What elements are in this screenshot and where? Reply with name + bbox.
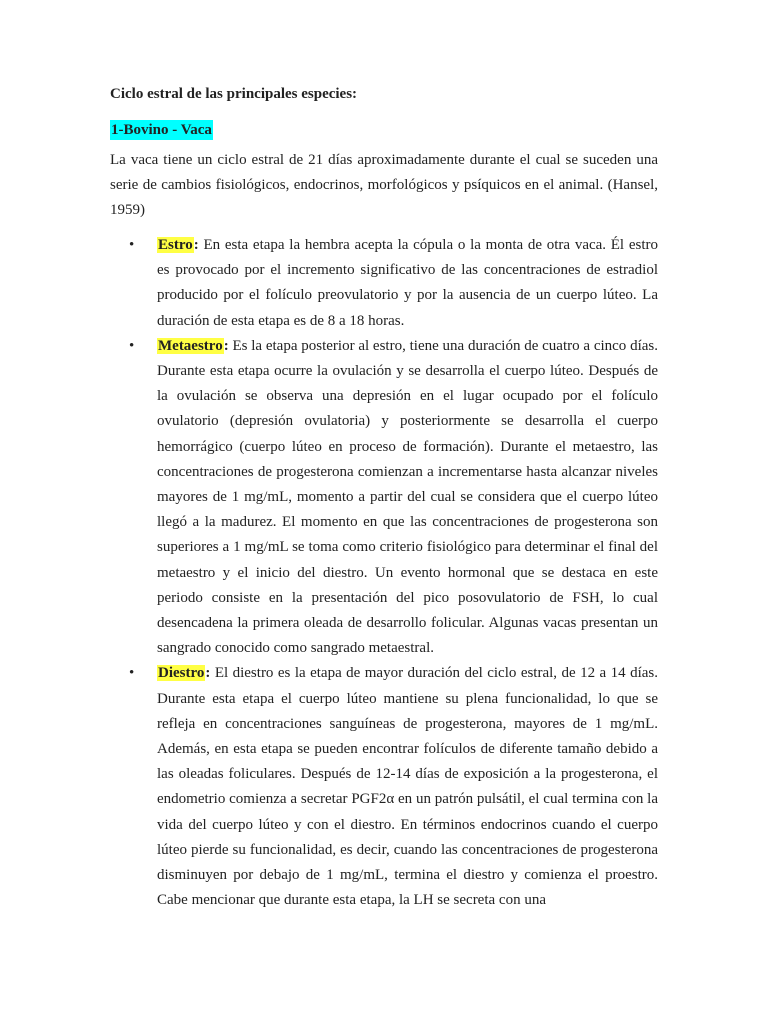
item-text: Es la etapa posterior al estro, tiene una duración de cuatro a cinco días. Durante esta etapa ocurre la ovulación y se desarrolla el cuerpo lúteo. Después de la ovulación se observa una depresión en el lugar ocupado por el folículo ovulatorio (depresión ovulatoria) y posteriormente se desarrolla el cuerpo hemorrágico (cuerpo lúteo en proceso de formación). Durante el metaestro, las concentraciones de progesterona comienzan a incrementarse hasta alcanzar niveles mayores de 1 mg/mL, momento a partir del cual se considera que el cuerpo lúteo llegó a la madurez. El momento en que las concentraciones de progesterona son superiores a 1 mg/mL se toma como criterio fisiológico para determinar el final del metaestro y el inicio del diestro. Un evento hormonal que se destaca en este periodo consiste en la presentación del pico posovulatorio de FSH, lo cual desencadena la primera oleada de desarrollo folicular. Algunas vacas presentan un sangrado conocido como sangrado metaestral. xyxy=(157,337,658,657)
term-separator: : xyxy=(223,337,229,354)
item-text: El diestro es la etapa de mayor duración del ciclo estral, de 12 a 14 días. Durante esta etapa el cuerpo lúteo mantiene su plena funcionalidad, lo que se refleja en concentraciones sanguíneas de progesterona, mayores de 1 mg/mL. Además, en esta etapa se pueden encontrar folículos de diferente tamaño debido a las oleadas foliculares. Después de 12-14 días de exposición a la progesterona, el endometrio comienza a secretar PGF2α en un patrón pulsátil, el cual termina con la vida del cuerpo lúteo y con el diestro. En términos endocrinos cuando el cuerpo lúteo pierde su funcionalidad, es decir, cuando las concentraciones de progesterona disminuyen por debajo de 1 mg/mL, termina el diestro y comienza el proestro. Cabe mencionar que durante esta etapa, la LH se secreta con una xyxy=(157,665,658,909)
section-title: 1-Bovino - Vaca xyxy=(111,122,212,138)
list-item xyxy=(110,661,658,913)
document-heading: Ciclo estral de las principales especies: xyxy=(110,86,358,102)
intro-paragraph: La vaca tiene un ciclo estral de 21 días aproximadamente durante el cual se suceden una serie de cambios fisiológicos, endocrinos, morfológicos y psíquicos en el animal. (Hansel, 1959) xyxy=(110,152,658,218)
stage-list xyxy=(110,233,658,913)
section-title-wrap xyxy=(110,120,658,140)
bullet-icon: • xyxy=(129,665,135,682)
term-separator: : xyxy=(193,237,199,253)
term-metaestro: Metaestro xyxy=(158,337,223,354)
term-diestro: Diestro xyxy=(158,665,205,682)
term-separator: : xyxy=(205,665,211,682)
bullet-icon: • xyxy=(129,337,135,354)
list-item xyxy=(110,334,658,662)
term-estro: Estro xyxy=(158,237,193,253)
item-text: En esta etapa la hembra acepta la cópula o la monta de otra vaca. Él estro es provocado por el incremento significativo de las concentraciones de estradiol producido por el folículo preovulatorio y por la ausencia de un cuerpo lúteo. La duración de esta etapa es de 8 a 18 horas. xyxy=(157,237,658,329)
bullet-icon: • xyxy=(129,237,135,253)
list-item xyxy=(110,233,658,334)
